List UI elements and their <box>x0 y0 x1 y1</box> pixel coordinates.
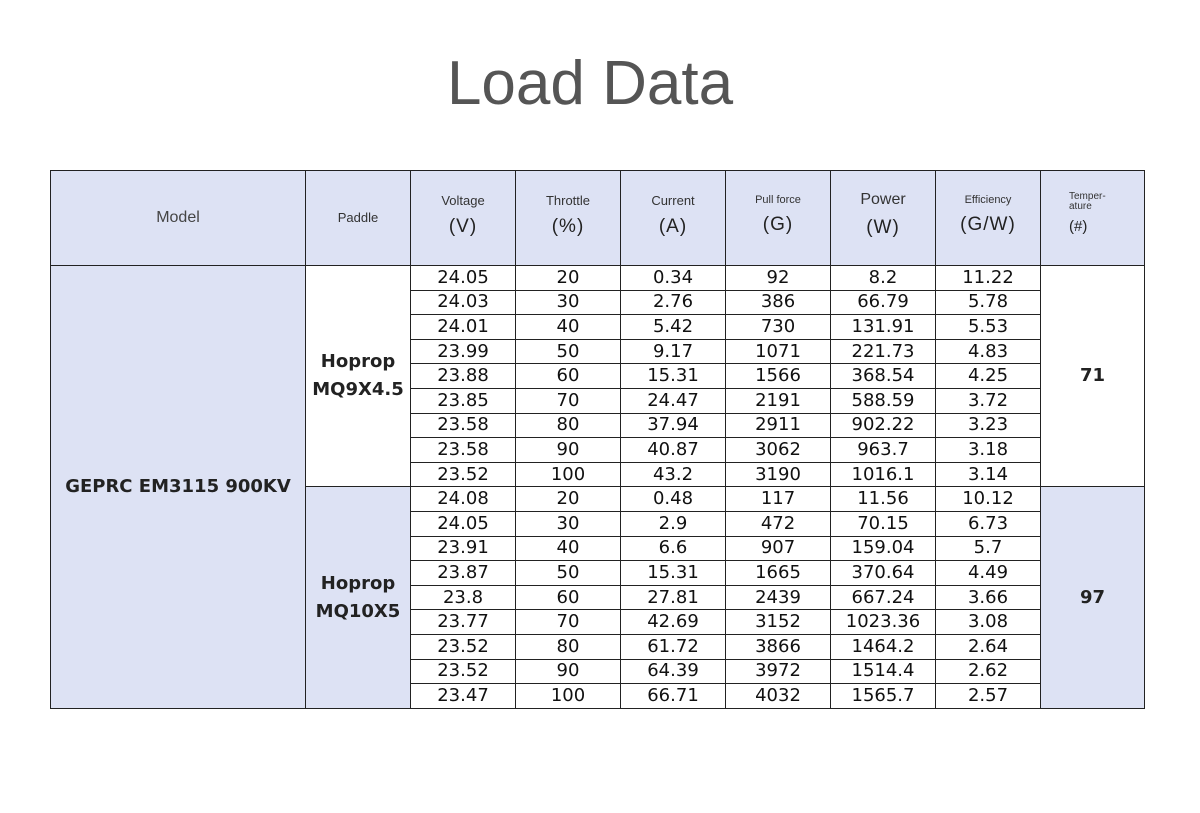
efficiency-cell: 5.78 <box>936 290 1041 315</box>
current-cell: 0.34 <box>621 266 726 291</box>
voltage-cell: 23.87 <box>411 561 516 586</box>
pull-force-cell: 1665 <box>726 561 831 586</box>
current-cell: 9.17 <box>621 339 726 364</box>
efficiency-cell: 2.62 <box>936 659 1041 684</box>
throttle-cell: 60 <box>516 364 621 389</box>
efficiency-cell: 3.23 <box>936 413 1041 438</box>
voltage-cell: 24.03 <box>411 290 516 315</box>
power-cell: 66.79 <box>831 290 936 315</box>
pull-force-cell: 2439 <box>726 585 831 610</box>
current-cell: 6.6 <box>621 536 726 561</box>
power-cell: 902.22 <box>831 413 936 438</box>
voltage-cell: 23.52 <box>411 634 516 659</box>
paddle-name: Hoprop <box>320 351 396 373</box>
efficiency-cell: 4.83 <box>936 339 1041 364</box>
pull-force-cell: 472 <box>726 511 831 536</box>
table-row <box>51 266 1145 291</box>
throttle-cell: 80 <box>516 634 621 659</box>
current-cell: 43.2 <box>621 462 726 487</box>
efficiency-cell: 3.72 <box>936 388 1041 413</box>
header-row <box>51 171 1145 266</box>
current-cell: 40.87 <box>621 438 726 463</box>
current-cell: 27.81 <box>621 585 726 610</box>
throttle-cell: 80 <box>516 413 621 438</box>
throttle-cell: 90 <box>516 438 621 463</box>
power-cell: 70.15 <box>831 511 936 536</box>
current-cell: 64.39 <box>621 659 726 684</box>
throttle-cell: 40 <box>516 536 621 561</box>
throttle-cell: 70 <box>516 388 621 413</box>
header-paddle: Paddle <box>306 171 411 266</box>
pull-force-cell: 3190 <box>726 462 831 487</box>
voltage-cell: 24.08 <box>411 487 516 512</box>
temperature-cell: 97 <box>1041 487 1145 708</box>
header-temperature: Temper-ature (#) <box>1041 171 1145 266</box>
power-cell: 159.04 <box>831 536 936 561</box>
efficiency-cell: 5.7 <box>936 536 1041 561</box>
voltage-cell: 23.85 <box>411 388 516 413</box>
efficiency-cell: 11.22 <box>936 266 1041 291</box>
power-cell: 221.73 <box>831 339 936 364</box>
efficiency-cell: 5.53 <box>936 315 1041 340</box>
pull-force-cell: 730 <box>726 315 831 340</box>
current-cell: 2.76 <box>621 290 726 315</box>
voltage-cell: 23.77 <box>411 610 516 635</box>
power-cell: 1023.36 <box>831 610 936 635</box>
power-cell: 131.91 <box>831 315 936 340</box>
paddle-cell <box>306 487 411 708</box>
current-cell: 15.31 <box>621 561 726 586</box>
voltage-cell: 24.05 <box>411 266 516 291</box>
current-cell: 66.71 <box>621 684 726 709</box>
power-cell: 588.59 <box>831 388 936 413</box>
header-power: Power (W) <box>831 171 936 266</box>
temperature-cell: 71 <box>1041 266 1145 487</box>
current-cell: 2.9 <box>621 511 726 536</box>
paddle-size: MQ9X4.5 <box>312 379 404 401</box>
header-current: Current (A) <box>621 171 726 266</box>
pull-force-cell: 1566 <box>726 364 831 389</box>
header-throttle: Throttle (%) <box>516 171 621 266</box>
header-voltage: Voltage (V) <box>411 171 516 266</box>
pull-force-cell: 4032 <box>726 684 831 709</box>
pull-force-cell: 3062 <box>726 438 831 463</box>
voltage-cell: 23.47 <box>411 684 516 709</box>
throttle-cell: 50 <box>516 561 621 586</box>
power-cell: 370.64 <box>831 561 936 586</box>
current-cell: 42.69 <box>621 610 726 635</box>
throttle-cell: 100 <box>516 462 621 487</box>
current-cell: 24.47 <box>621 388 726 413</box>
efficiency-cell: 3.14 <box>936 462 1041 487</box>
pull-force-cell: 117 <box>726 487 831 512</box>
throttle-cell: 30 <box>516 511 621 536</box>
voltage-cell: 23.8 <box>411 585 516 610</box>
pull-force-cell: 3866 <box>726 634 831 659</box>
efficiency-cell: 3.18 <box>936 438 1041 463</box>
header-pull-force: Pull force (G) <box>726 171 831 266</box>
paddle-name: Hoprop <box>320 572 396 594</box>
pull-force-cell: 3152 <box>726 610 831 635</box>
model-cell: GEPRC EM3115 900KV <box>51 266 306 709</box>
page-title: Load Data <box>446 49 734 118</box>
voltage-cell: 23.88 <box>411 364 516 389</box>
voltage-cell: 23.58 <box>411 438 516 463</box>
table-body <box>51 266 1145 709</box>
header-model: Model <box>51 171 306 266</box>
current-cell: 37.94 <box>621 413 726 438</box>
pull-force-cell: 3972 <box>726 659 831 684</box>
paddle-size: MQ10X5 <box>315 600 401 622</box>
current-cell: 5.42 <box>621 315 726 340</box>
efficiency-cell: 6.73 <box>936 511 1041 536</box>
power-cell: 667.24 <box>831 585 936 610</box>
power-cell: 1565.7 <box>831 684 936 709</box>
efficiency-cell: 2.57 <box>936 684 1041 709</box>
pull-force-cell: 92 <box>726 266 831 291</box>
pull-force-cell: 2911 <box>726 413 831 438</box>
power-cell: 8.2 <box>831 266 936 291</box>
power-cell: 963.7 <box>831 438 936 463</box>
voltage-cell: 23.99 <box>411 339 516 364</box>
efficiency-cell: 10.12 <box>936 487 1041 512</box>
power-cell: 1464.2 <box>831 634 936 659</box>
throttle-cell: 60 <box>516 585 621 610</box>
pull-force-cell: 2191 <box>726 388 831 413</box>
throttle-cell: 100 <box>516 684 621 709</box>
efficiency-cell: 3.66 <box>936 585 1041 610</box>
voltage-cell: 23.52 <box>411 462 516 487</box>
current-cell: 0.48 <box>621 487 726 512</box>
paddle-cell <box>306 266 411 487</box>
header-efficiency: Efficiency (G/W) <box>936 171 1041 266</box>
pull-force-cell: 1071 <box>726 339 831 364</box>
efficiency-cell: 3.08 <box>936 610 1041 635</box>
load-data-table <box>50 170 1145 709</box>
voltage-cell: 23.91 <box>411 536 516 561</box>
current-cell: 61.72 <box>621 634 726 659</box>
throttle-cell: 20 <box>516 266 621 291</box>
throttle-cell: 90 <box>516 659 621 684</box>
throttle-cell: 30 <box>516 290 621 315</box>
efficiency-cell: 4.49 <box>936 561 1041 586</box>
voltage-cell: 23.58 <box>411 413 516 438</box>
pull-force-cell: 386 <box>726 290 831 315</box>
throttle-cell: 20 <box>516 487 621 512</box>
power-cell: 368.54 <box>831 364 936 389</box>
current-cell: 15.31 <box>621 364 726 389</box>
efficiency-cell: 4.25 <box>936 364 1041 389</box>
voltage-cell: 24.01 <box>411 315 516 340</box>
throttle-cell: 70 <box>516 610 621 635</box>
power-cell: 1016.1 <box>831 462 936 487</box>
voltage-cell: 23.52 <box>411 659 516 684</box>
power-cell: 1514.4 <box>831 659 936 684</box>
throttle-cell: 50 <box>516 339 621 364</box>
throttle-cell: 40 <box>516 315 621 340</box>
efficiency-cell: 2.64 <box>936 634 1041 659</box>
power-cell: 11.56 <box>831 487 936 512</box>
voltage-cell: 24.05 <box>411 511 516 536</box>
pull-force-cell: 907 <box>726 536 831 561</box>
